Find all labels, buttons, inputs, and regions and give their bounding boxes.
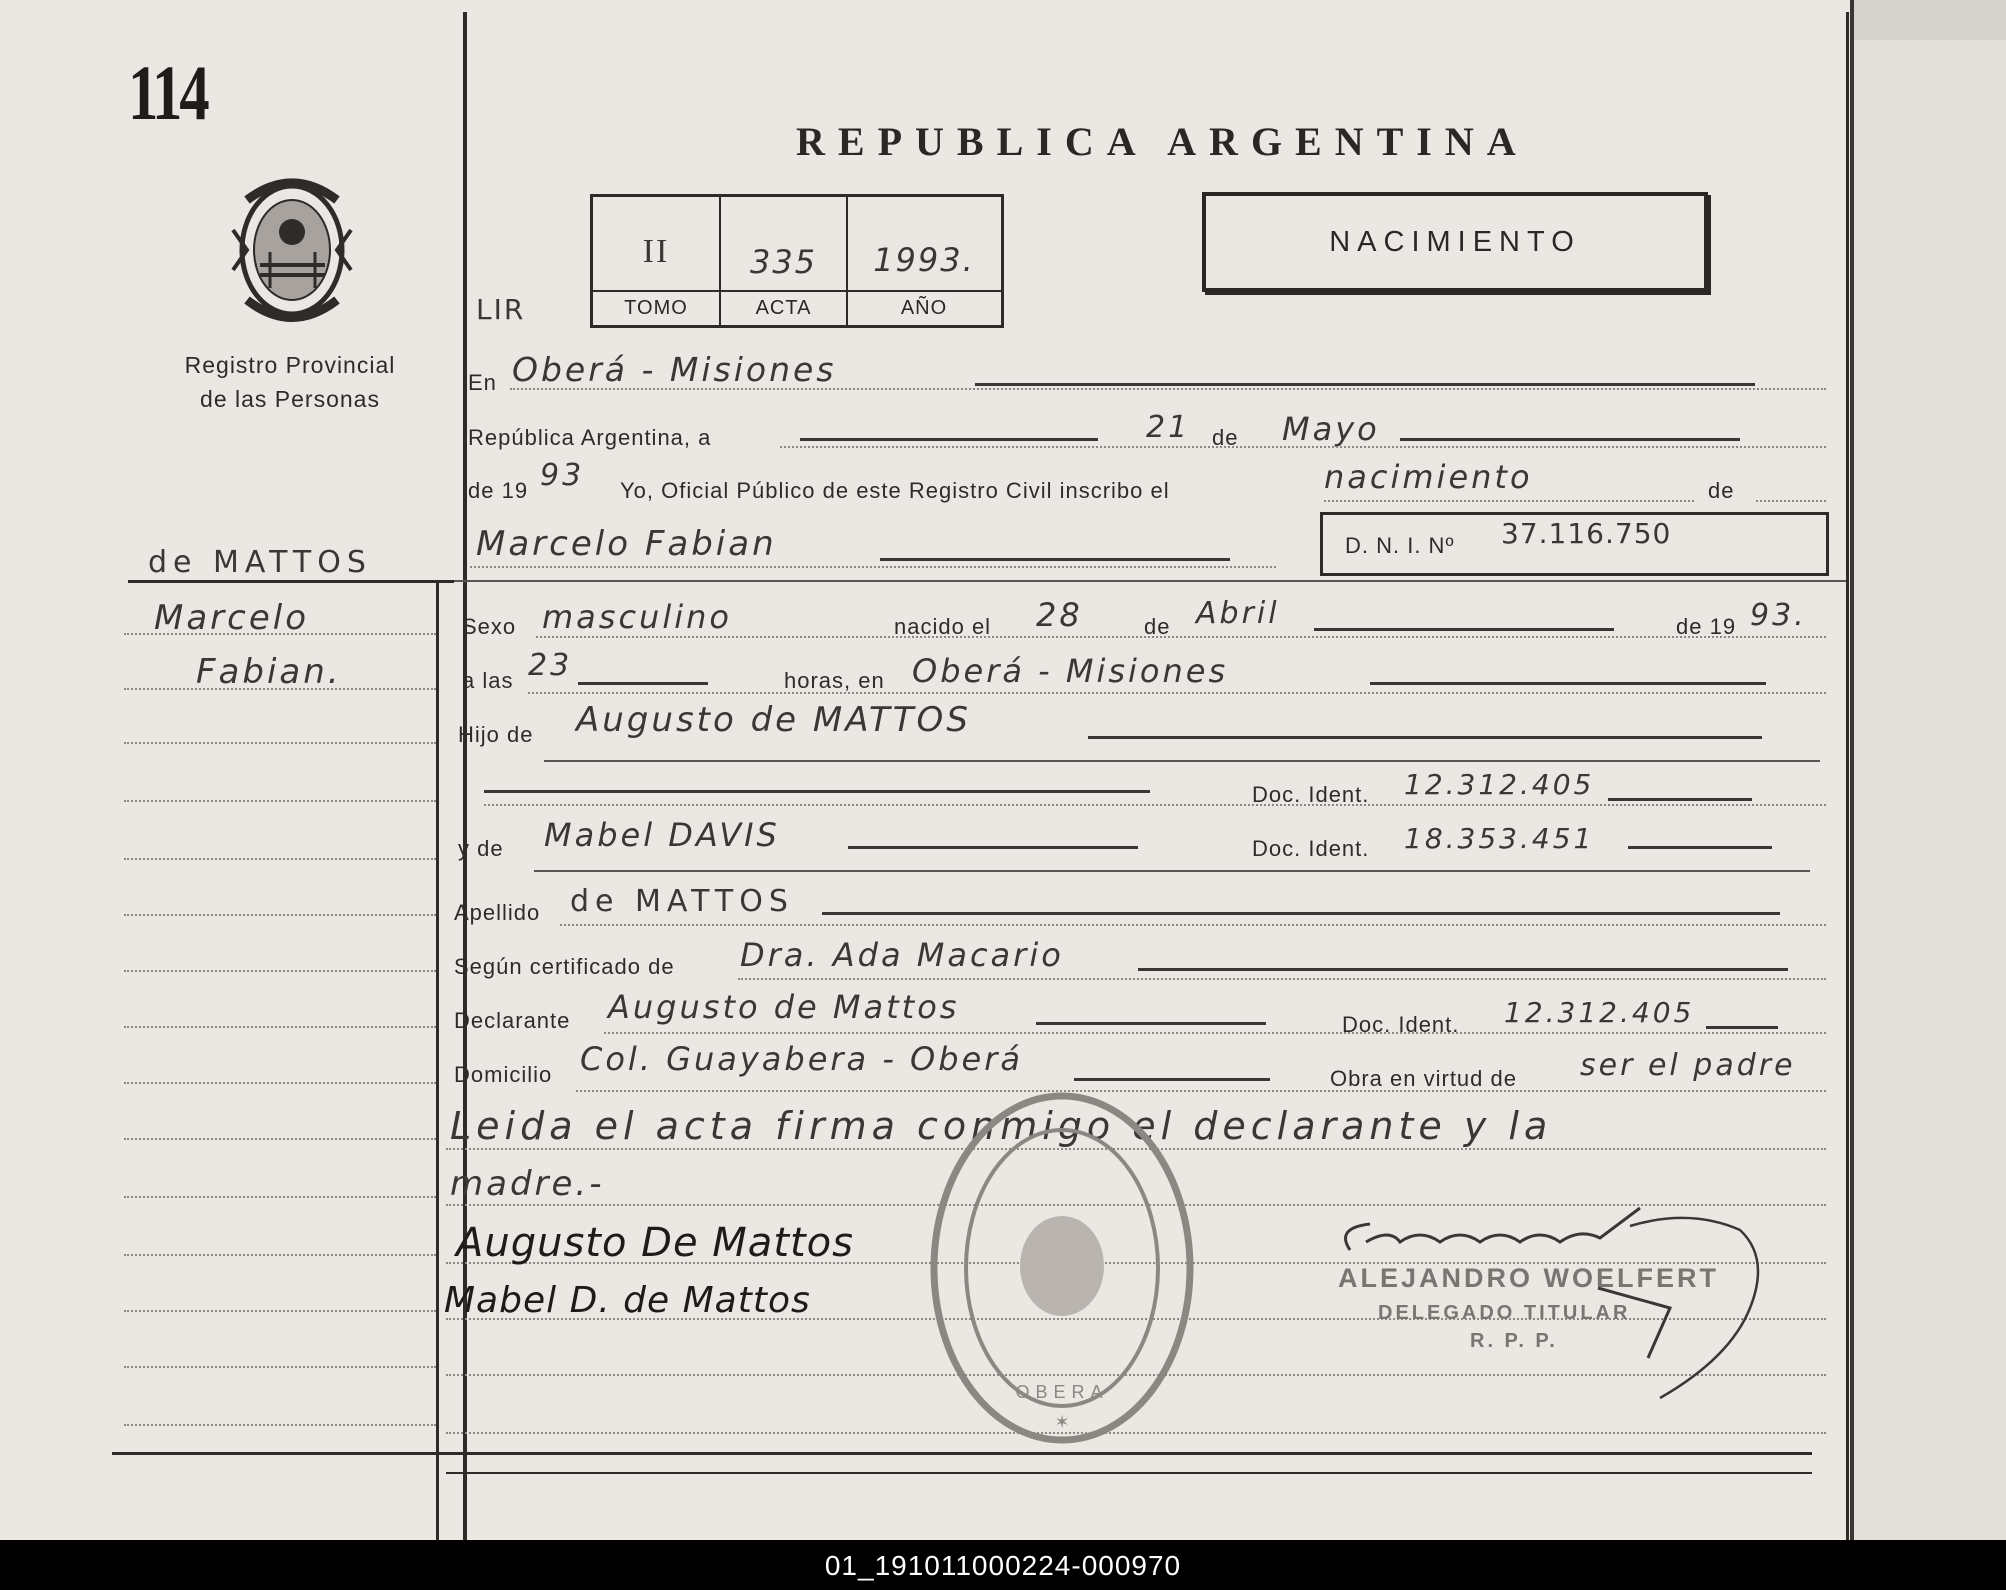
official-org: R. P. P. — [1470, 1330, 1558, 1352]
declarante-doc-value: 12.312.405 — [1504, 996, 1695, 1029]
mother-value: Mabel DAVIS — [544, 816, 780, 854]
nacido-label: nacido el — [894, 614, 992, 639]
en-label: En — [468, 370, 497, 395]
margin-code: LIR — [476, 293, 526, 326]
page-number: 114 — [128, 49, 207, 136]
certifier-value: Dra. Ada Macario — [740, 936, 1064, 974]
signature-declarante: Augusto De Mattos — [456, 1220, 854, 1266]
act-type: NACIMIENTO — [1329, 226, 1581, 258]
anio-label: AÑO — [900, 297, 948, 319]
svg-text:✶: ✶ — [1054, 1412, 1070, 1433]
image-id-bar — [0, 1540, 2006, 1590]
tomo-label: TOMO — [624, 297, 688, 319]
doc-ident-label-1: Doc. Ident. — [1252, 782, 1370, 807]
hijo-label: Hijo de — [458, 722, 534, 747]
act-type-box — [1202, 192, 1708, 292]
dni-label: D. N. I. Nº — [1345, 533, 1455, 558]
month-value: Mayo — [1282, 410, 1380, 448]
margin-given-name-2: Fabian. — [196, 652, 342, 692]
de-year-label: de 19 — [468, 478, 529, 503]
acta-value: 335 — [749, 243, 818, 281]
document-title: REPUBLICA ARGENTINA — [796, 119, 1529, 164]
margin-given-name-1: Marcelo — [154, 598, 310, 638]
hour-value: 23 — [528, 648, 573, 683]
registered-name: Marcelo Fabian — [476, 524, 777, 564]
margin-surname: de MATTOS — [148, 545, 372, 580]
tomo-value: II — [642, 233, 670, 270]
de-label-3: de — [1144, 614, 1171, 639]
official-name: ALEJANDRO WOELFERT — [1338, 1263, 1719, 1293]
y-de-label: y de — [458, 836, 504, 861]
father-value: Augusto de MATTOS — [576, 700, 971, 740]
mother-doc-value: 18.353.451 — [1404, 822, 1595, 855]
a-las-label: a las — [462, 668, 514, 693]
official-stamp-icon — [928, 1088, 1196, 1448]
official-title: DELEGADO TITULAR — [1378, 1302, 1631, 1324]
right-border — [1846, 12, 1849, 1540]
day-value: 21 — [1146, 410, 1191, 445]
year-suffix: 93 — [540, 458, 585, 493]
notes-line-2: madre.- — [450, 1164, 605, 1204]
image-id: 01_191011000224-000970 — [824, 1550, 1182, 1581]
father-doc-value: 12.312.405 — [1404, 768, 1595, 801]
book-binding-edge — [1850, 0, 2006, 1540]
province-crest-icon — [225, 170, 360, 330]
de-19-label: de 19 — [1676, 614, 1737, 639]
acta-label: ACTA — [755, 297, 812, 319]
bottom-rule — [112, 1452, 1812, 1455]
birth-month-value: Abril — [1196, 596, 1280, 631]
obra-value: ser el padre — [1580, 1048, 1796, 1083]
margin-divider — [436, 580, 439, 1540]
signature-mother: Mabel D. de Mattos — [444, 1280, 811, 1321]
de-label-2: de — [1708, 478, 1735, 503]
obra-label: Obra en virtud de — [1330, 1066, 1517, 1091]
stamp-city: OBERA — [1015, 1382, 1109, 1402]
record-reference-box — [590, 194, 1004, 328]
event-value: nacimiento — [1324, 458, 1533, 496]
place-value: Oberá - Misiones — [512, 350, 837, 389]
doc-ident-label-2: Doc. Ident. — [1252, 836, 1370, 861]
domicilio-label: Domicilio — [454, 1062, 553, 1087]
notes-line-1: Leida el acta firma conmigo el declarante y la — [450, 1104, 1553, 1148]
horas-label: horas, en — [784, 668, 885, 693]
apellido-label: Apellido — [454, 900, 541, 925]
sexo-value: masculino — [542, 598, 732, 636]
birth-day-value: 28 — [1036, 596, 1083, 634]
dni-value: 37.116.750 — [1501, 517, 1672, 550]
yo-label: Yo, Oficial Público de este Registro Civil inscribo el — [620, 478, 1170, 503]
segun-label: Según certificado de — [454, 954, 675, 979]
domicilio-value: Col. Guayabera - Oberá — [580, 1040, 1023, 1078]
apellido-value: de MATTOS — [570, 884, 794, 919]
declarante-label: Declarante — [454, 1008, 571, 1033]
anio-value: 1993. — [873, 241, 975, 279]
birth-year-value: 93. — [1750, 598, 1807, 633]
registry-name: Registro Provincial de las Personas — [184, 352, 396, 412]
birth-place-value: Oberá - Misiones — [912, 652, 1229, 690]
sexo-label: Sexo — [462, 614, 517, 639]
de-label-1: de — [1212, 425, 1239, 450]
margin-top-rule — [128, 580, 454, 583]
declarante-value: Augusto de Mattos — [608, 988, 960, 1026]
dni-box — [1320, 512, 1829, 576]
republica-label: República Argentina, a — [468, 425, 712, 450]
doc-ident-label-3: Doc. Ident. — [1342, 1012, 1460, 1037]
